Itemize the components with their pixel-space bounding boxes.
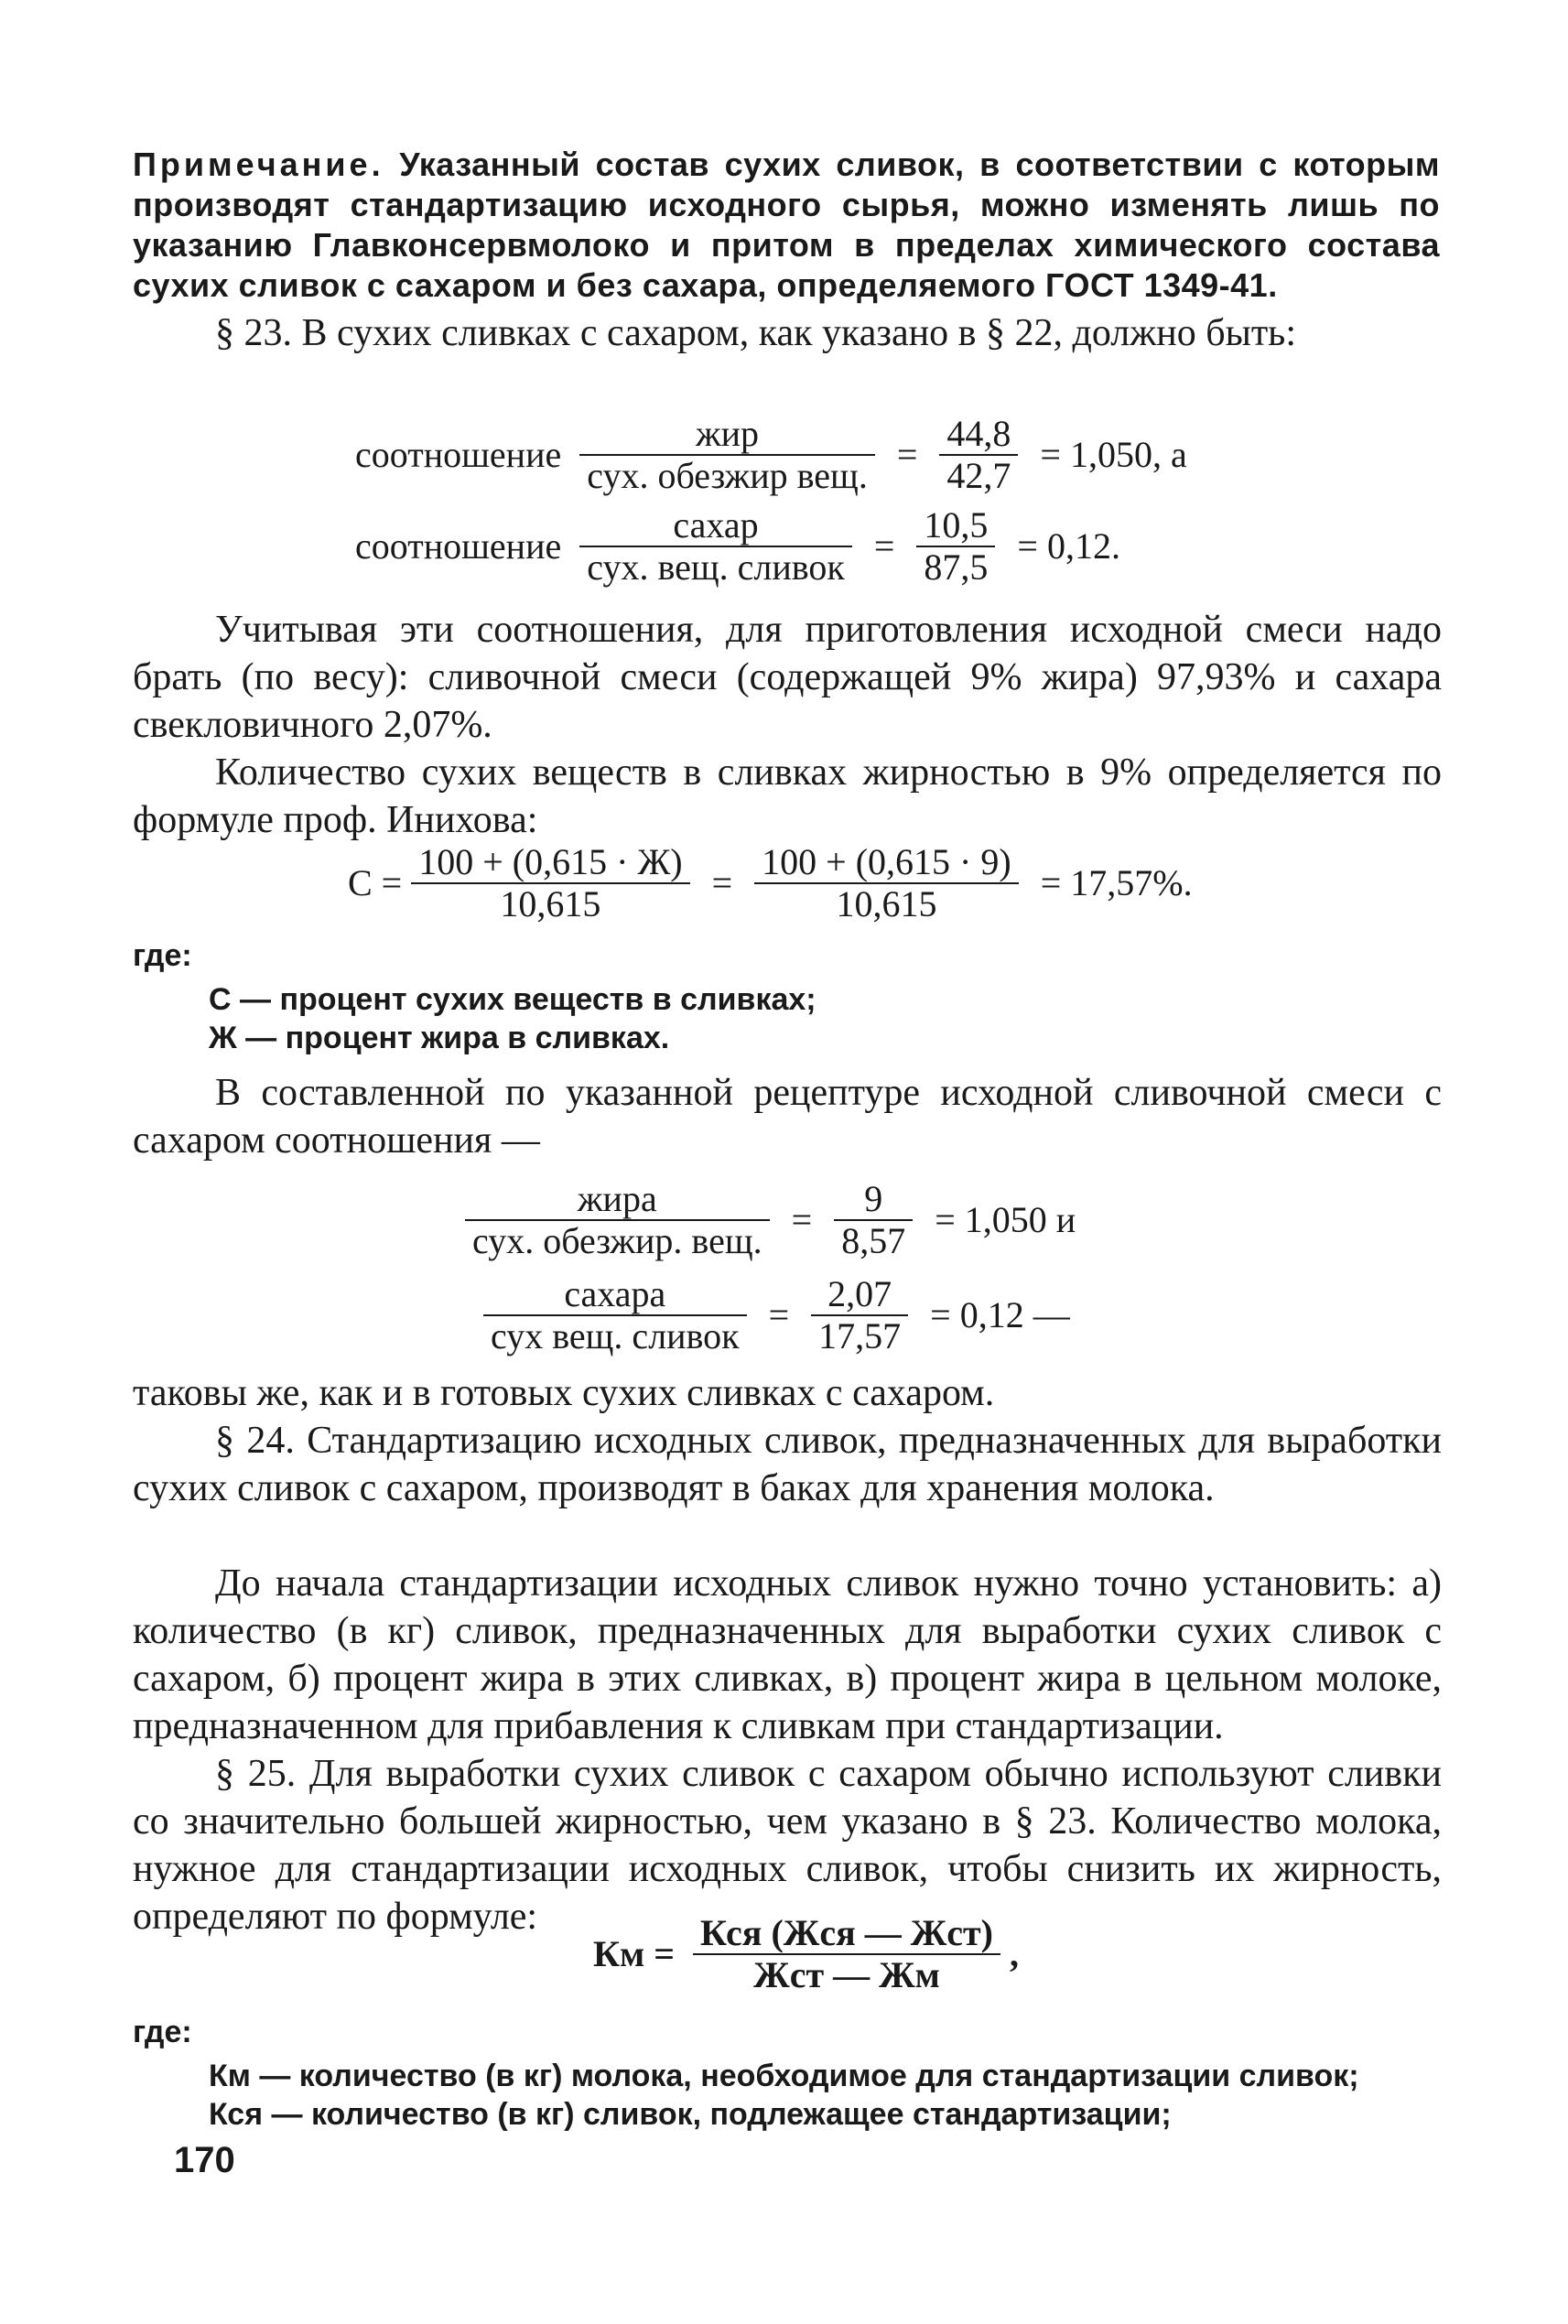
formula-mix-sugar-ratio	[483, 1274, 1083, 1357]
equals-sign: =	[791, 1199, 813, 1240]
fraction	[483, 1274, 747, 1357]
definition-zh: Ж — процент жира в сливках.	[209, 1021, 670, 1055]
fraction-numerator: сахара	[483, 1274, 747, 1316]
fraction-numerator: сахар	[579, 505, 852, 547]
fraction-denominator: сух вещ. сливок	[491, 1315, 740, 1357]
s23-paragraph-1: Учитывая эти соотношения, для приготовления исходной смеси надо брать (по весу): сливочной смеси (содержащей 9% жира) 97,93% и сахара свекловичного 2,07%.	[133, 609, 1442, 746]
formula-result: = 17,57%.	[1040, 862, 1193, 903]
fraction-numerator: 10,5	[916, 505, 995, 547]
s24-paragraph-1: § 24. Стандартизацию исходных сливок, предназначенных для выработки сухих сливок с сахаром, производят в баках для хранения молока.	[133, 1420, 1442, 1509]
s23-intro: § 23. В сухих сливках с сахаром, как указано в § 22, должно быть:	[215, 312, 1297, 354]
s23-paragraph-4: таковы же, как и в готовых сухих сливках с сахаром.	[133, 1372, 995, 1414]
definition-c: С — процент сухих веществ в сливках;	[209, 982, 816, 1017]
fraction-denominator: Жст — Жм	[753, 1954, 940, 1995]
formula-dry-matter	[348, 842, 1206, 924]
formula-mix-fat-ratio	[465, 1179, 1088, 1261]
formula-fat-ratio	[355, 414, 1200, 496]
fraction-denominator: 17,57	[818, 1315, 902, 1357]
fraction-denominator: сух. вещ. сливок	[587, 546, 845, 588]
fraction-denominator: 87,5	[924, 546, 989, 588]
fraction-values	[754, 842, 1019, 924]
fraction	[465, 1179, 770, 1261]
fraction-numerator: 2,07	[811, 1274, 908, 1316]
equals-sign: =	[711, 862, 733, 903]
fraction-numerator: 100 + (0,615 · Ж)	[411, 842, 689, 884]
formula-label: соотношение	[355, 525, 562, 567]
page-number: 170	[174, 2140, 235, 2180]
fraction-denominator: сух. обезжир вещ.	[587, 455, 868, 496]
definition-ksl: Кся — количество (в кг) сливок, подлежащее стандартизации;	[209, 2097, 1172, 2132]
note-paragraph	[133, 145, 1440, 306]
equals-sign: =	[896, 434, 918, 475]
formula-result: = 0,12.	[1017, 525, 1120, 567]
formula-result: = 0,12 —	[930, 1294, 1070, 1335]
fraction-numerator: жира	[465, 1179, 770, 1221]
fraction	[693, 1913, 1000, 1995]
fraction-denominator: 42,7	[946, 455, 1011, 496]
fraction-denominator: 10,615	[500, 883, 601, 924]
fraction-values	[939, 414, 1018, 496]
equals-sign: =	[873, 525, 895, 567]
fraction-denominator: сух. обезжир. вещ.	[472, 1220, 762, 1261]
equals-sign: =	[768, 1294, 790, 1335]
fraction-numerator: 100 + (0,615 · 9)	[754, 842, 1019, 884]
formula-lhs: Км =	[593, 1933, 676, 1974]
fraction-numerator: 44,8	[939, 414, 1018, 456]
note-label: Примечание.	[133, 146, 384, 183]
s23-paragraph-2: Количество сухих веществ в сливках жирностью в 9% определяется по формуле проф. Инихова:	[133, 751, 1442, 841]
note-text: Указанный состав сухих сливок, в соответствии с которым производят стандартизацию исходного сырья, можно изменять лишь по указанию Главконсервмолоко и притом в пределах химического состава сухих сливок с сахаром и без сахара, определяемого ГОСТ 1349-41.	[133, 146, 1440, 304]
formula-tail: ,	[1010, 1933, 1019, 1974]
formula-result: = 1,050, а	[1040, 434, 1187, 475]
formula-milk-quantity	[593, 1913, 1019, 1995]
formula-label: соотношение	[355, 434, 562, 475]
formula-result: = 1,050 и	[935, 1199, 1076, 1240]
fraction-values	[834, 1179, 913, 1261]
s25-paragraph-1: § 25. Для выработки сухих сливок с сахаром обычно используют сливки со значительно большей жирностью, чем указано в § 23. Количество молока, нужное для стандартизации исходных сливок, чтобы снизить их жирность, определяют по формуле:	[133, 1753, 1442, 1938]
fraction-numerator: 9	[834, 1179, 913, 1221]
fraction	[579, 414, 875, 496]
formula-sugar-ratio	[355, 505, 1133, 588]
s24-paragraph-2: До начала стандартизации исходных сливок нужно точно установить: а) количество (в кг) сливок, предназначенных для выработки сухих сливок с сахаром, б) процент жира в этих сливках, в) процент жира в цельном молоке, предназначенном для прибавления к сливкам при стандартизации.	[133, 1562, 1442, 1747]
definition-km: Км — количество (в кг) молока, необходимое для стандартизации сливок;	[209, 2059, 1359, 2093]
where-label: где:	[133, 938, 192, 973]
fraction-denominator: 8,57	[841, 1220, 906, 1261]
where-label-2: где:	[133, 2015, 192, 2049]
fraction-denominator: 10,615	[836, 883, 937, 924]
fraction	[411, 842, 689, 924]
formula-lhs: С =	[348, 862, 403, 903]
s23-paragraph-3: В составленной по указанной рецептуре исходной сливочной смеси с сахаром соотношения —	[133, 1072, 1442, 1162]
fraction	[579, 505, 852, 588]
fraction-values	[916, 505, 995, 588]
fraction-values	[811, 1274, 908, 1357]
fraction-numerator: Кся (Жся — Жст)	[693, 1913, 1000, 1955]
fraction-numerator: жир	[579, 414, 875, 456]
